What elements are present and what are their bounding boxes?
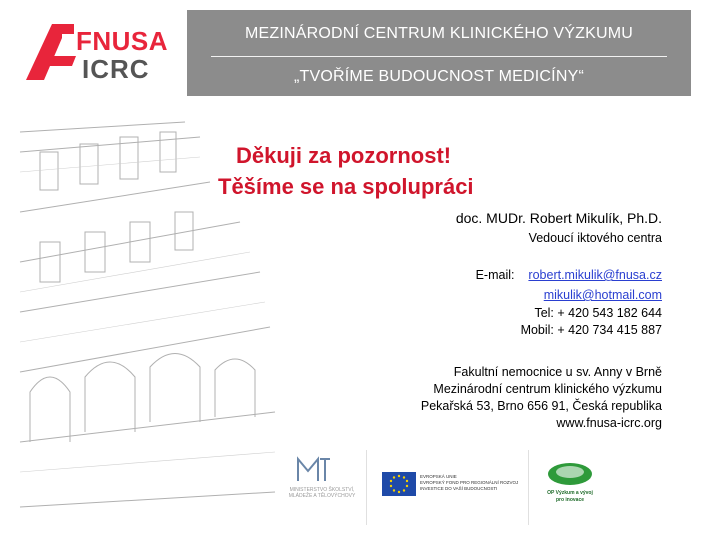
op-vavpi-mark-icon [545,458,595,488]
cooperation-heading: Těšíme se na spolupráci [218,174,474,199]
eu-line-2: EVROPSKÝ FOND PRO REGIONÁLNÍ ROZVOJ [420,480,519,485]
address-line-3: Pekařská 53, Brno 656 91, Česká republika [420,399,662,413]
fnusa-icrc-logo [22,18,172,86]
header-subtitle: „TVOŘÍME BUDOUCNOST MEDICÍNY“ [294,68,584,85]
speaker-position: Vedoucí iktového centra [528,231,662,245]
eu-flag-icon [382,472,416,496]
eu-logo [382,472,522,502]
address-line-1: Fakultní nemocnice u sv. Anny v Brně [453,365,662,379]
eu-line-3: INVESTICE DO VAŠÍ BUDOUCNOSTI [420,486,498,491]
thanks-heading: Děkuji za pozornost! [236,143,452,168]
op-line-1: OP Výzkum a vývoj [547,490,593,496]
footer-divider [366,450,367,525]
phone-number: Tel: + 420 543 182 644 [534,306,662,320]
speaker-name: doc. MUDr. Robert Mikulík, Ph.D. [455,210,662,226]
eu-line-1: EVROPSKÁ UNIE [420,474,457,479]
email-label: E-mail: [475,268,515,282]
op-vavpi-logo [540,458,600,514]
address-line-2: Mezinárodní centrum klinického výzkumu [433,382,662,396]
logo-text-icrc: ICRC [82,54,150,84]
header-banner [187,10,691,96]
msmt-logo [286,455,356,515]
email-row-secondary [544,288,662,302]
msmt-caption: MINISTERSTVO ŠKOLSTVÍ, MLÁDEŽE A TĚLOVÝCHOVY [288,487,356,499]
header-divider [211,56,667,57]
mobile-number: Mobil: + 420 734 415 887 [520,323,662,337]
footer-divider [528,450,529,525]
email-row [476,268,662,282]
email-link-secondary[interactable]: mikulik@hotmail.com [543,288,662,302]
email-link-primary[interactable]: robert.mikulik@fnusa.cz [528,268,662,282]
msmt-mark-icon [294,455,334,485]
op-line-2: pro inovace [555,497,585,503]
header-title: MEZINÁRODNÍ CENTRUM KLINICKÉHO VÝZKUMU [244,25,634,42]
logo-text-fnusa: FNUSA [76,26,169,56]
website: www.fnusa-icrc.org [556,416,662,430]
